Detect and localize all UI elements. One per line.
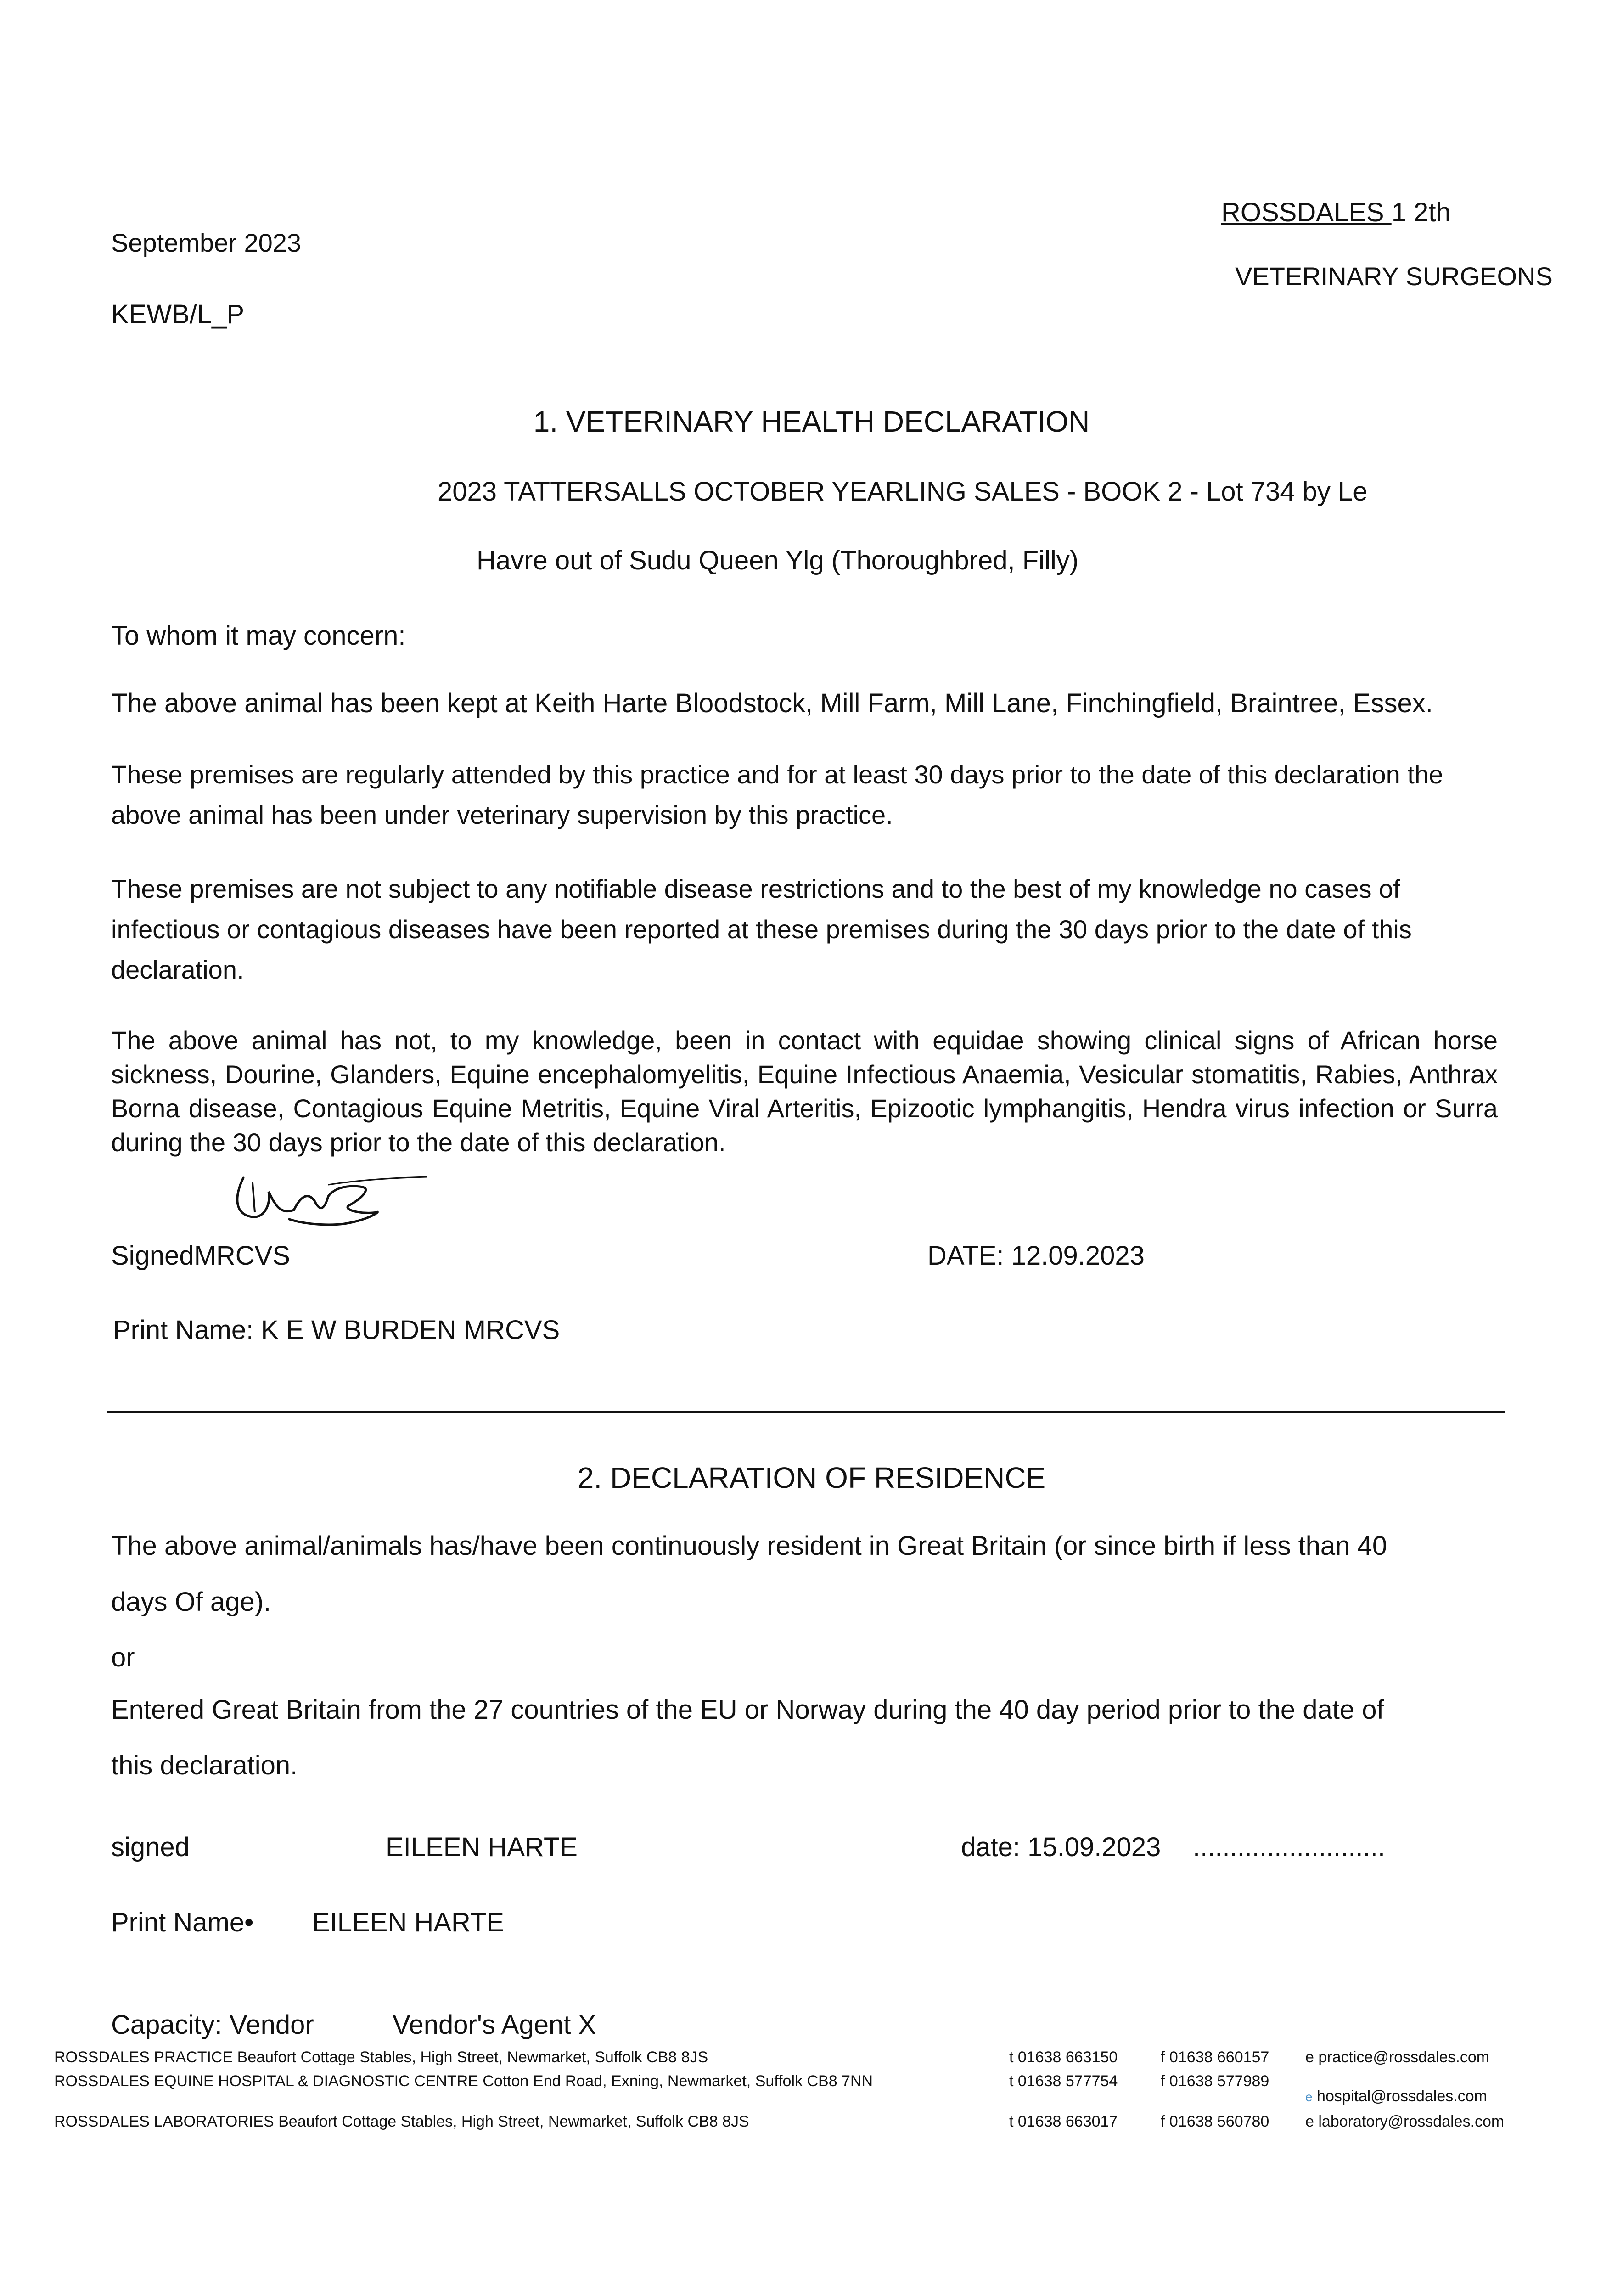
footer-laboratories-address: ROSSDALES LABORATORIES Beaufort Cottage Stables, High Street, Newmarket, Suffolk CB8 8JS <box>54 2113 749 2130</box>
reference-code: KEWB/L_P <box>111 299 245 329</box>
section1-subtitle-line1: 2023 TATTERSALLS OCTOBER YEARLING SALES - BOOK 2 - Lot 734 by Le <box>438 477 1368 506</box>
footer-hospital-tel: t 01638 577754 <box>1009 2072 1118 2090</box>
residence-para-1-line2: days Of age). <box>111 1587 271 1617</box>
footer-practice-email[interactable]: e practice@rossdales.com <box>1305 2048 1490 2066</box>
vendor-print-name: EILEEN HARTE <box>312 1908 504 1937</box>
footer-hospital-fax: f 01638 577989 <box>1161 2072 1269 2090</box>
section1-subtitle-line2: Havre out of Sudu Queen Ylg (Thoroughbred, Filly) <box>477 546 1079 575</box>
footer-hospital-email-prefix: e <box>1305 2090 1313 2104</box>
vendor-date: date: 15.09.2023 <box>961 1832 1161 1862</box>
section2-title: 2. DECLARATION OF RESIDENCE <box>577 1461 1046 1494</box>
section-divider <box>107 1411 1505 1413</box>
footer-hospital-address: ROSSDALES EQUINE HOSPITAL & DIAGNOSTIC CENTRE Cotton End Road, Exning, Newmarket, Suffolk CB8 7NN <box>54 2072 873 2090</box>
footer-practice-address: ROSSDALES PRACTICE Beaufort Cottage Stables, High Street, Newmarket, Suffolk CB8 8JS <box>54 2048 708 2066</box>
footer-hospital-email[interactable] <box>1305 2087 1487 2106</box>
vet-print-name: Print Name: K E W BURDEN MRCVS <box>113 1315 560 1345</box>
footer-laboratories-email[interactable]: e laboratory@rossdales.com <box>1305 2113 1505 2130</box>
vet-signature-image <box>225 1169 432 1238</box>
health-para-3: These premises are not subject to any notifiable disease restrictions and to the best of my knowledge no cases of infectious or contagious diseases have been reported at these premises during the 30 days prior to the date of this declaration. <box>111 874 1412 984</box>
residence-para-2-line2: this declaration. <box>111 1750 298 1780</box>
practice-name <box>1221 197 1451 229</box>
practice-suffix: 1 2th <box>1391 197 1451 227</box>
health-para-2: These premises are regularly attended by this practice and for at least 30 days prior to the date of this declaration the above animal has been under veterinary supervision by this practice. <box>111 760 1443 829</box>
residence-para-2-line1: Entered Great Britain from the 27 countries of the EU or Norway during the 40 day period prior to the date of <box>111 1695 1384 1725</box>
vet-signed-label: SignedMRCVS <box>111 1241 291 1271</box>
health-para-4: The above animal has not, to my knowledge, been in contact with equidae showing clinical signs of African horse sickness, Dourine, Glanders, Equine encephalomyelitis, Equine Infectious Anaemia, Vesicular stomatitis, Rabies, Anthrax Borna disease, Contagious Equine Metritis, Equine Viral Arteritis, Epizootic lymphangitis, Hendra virus infection or Surra during the 30 days prior to the date of this declaration. <box>111 1026 1498 1157</box>
vendor-signed-name: EILEEN HARTE <box>386 1832 578 1862</box>
residence-or: or <box>111 1643 135 1672</box>
footer-practice-tel: t 01638 663150 <box>1009 2048 1118 2066</box>
practice-subtitle: VETERINARY SURGEONS <box>1235 262 1553 291</box>
footer-hospital-email-address[interactable]: hospital@rossdales.com <box>1317 2088 1487 2105</box>
residence-para-1-line1: The above animal/animals has/have been continuously resident in Great Britain (or since birth if less than 40 <box>111 1531 1387 1561</box>
footer-laboratories-fax: f 01638 560780 <box>1161 2113 1269 2130</box>
salutation: To whom it may concern: <box>111 621 406 651</box>
practice-name-underlined: ROSSDALES <box>1221 197 1392 227</box>
health-para-1: The above animal has been kept at Keith Harte Bloodstock, Mill Farm, Mill Lane, Finchingfield, Braintree, Essex. <box>111 688 1433 718</box>
footer-practice-fax: f 01638 660157 <box>1161 2048 1269 2066</box>
capacity-agent: Vendor's Agent X <box>393 2010 596 2040</box>
section1-title: 1. VETERINARY HEALTH DECLARATION <box>533 405 1090 438</box>
letter-date: September 2023 <box>111 228 302 257</box>
capacity-vendor: Capacity: Vendor <box>111 2010 314 2040</box>
vendor-date-dots: .......................... <box>1193 1832 1385 1862</box>
vendor-signed-label: signed <box>111 1832 190 1862</box>
vendor-print-label: Print Name• <box>111 1908 254 1937</box>
vet-date: DATE: 12.09.2023 <box>927 1241 1145 1271</box>
footer-laboratories-tel: t 01638 663017 <box>1009 2113 1118 2130</box>
